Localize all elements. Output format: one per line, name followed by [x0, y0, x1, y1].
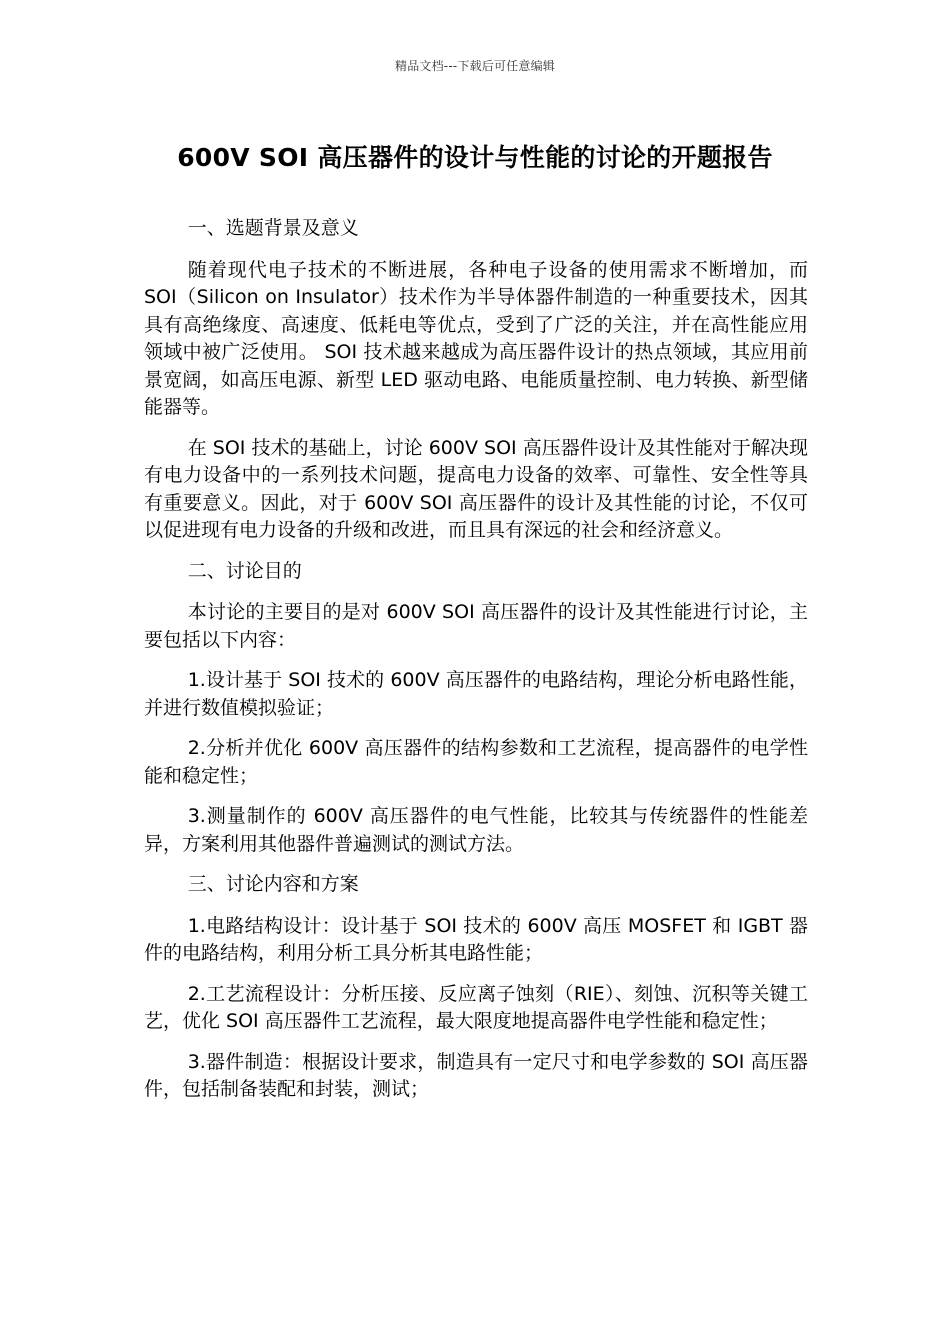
- list-item: 3.测量制作的 600V 高压器件的电气性能，比较其与传统器件的性能差异，方案利用其他器件普遍测试的测试方法。: [144, 805, 808, 855]
- body-paragraph: 本讨论的主要目的是对 600V SOI 高压器件的设计及其性能进行讨论，主要包括以下内容：: [144, 601, 808, 651]
- list-item: 2.分析并优化 600V 高压器件的结构参数和工艺流程，提高器件的电学性能和稳定性；: [144, 737, 808, 787]
- list-item: 1.电路结构设计：设计基于 SOI 技术的 600V 高压 MOSFET 和 IGBT 器件的电路结构，利用分析工具分析其电路性能；: [144, 914, 808, 964]
- section-heading: 一、选题背景及意义: [187, 217, 359, 239]
- list-item: 1.设计基于 SOI 技术的 600V 高压器件的电路结构，理论分析电路性能，并进行数值模拟验证；: [144, 669, 808, 719]
- list-item: 3.器件制造：根据设计要求，制造具有一定尺寸和电学参数的 SOI 高压器件，包括制备装配和封装，测试；: [144, 1050, 808, 1100]
- section-heading: 三、讨论内容和方案: [187, 873, 359, 895]
- list-item: 2.工艺流程设计：分析压接、反应离子蚀刻（RIE）、刻蚀、沉积等关键工艺，优化 SOI 高压器件工艺流程，最大限度地提高器件电学性能和稳定性；: [144, 982, 808, 1032]
- document-title: 600V SOI 高压器件的设计与性能的讨论的开题报告: [177, 143, 773, 172]
- section-heading: 二、讨论目的: [187, 559, 302, 582]
- body-paragraph: 随着现代电子技术的不断进展，各种电子设备的使用需求不断增加，而 SOI（Silicon on Insulator）技术作为半导体器件制造的一种重要技术，因其具有高绝缘度、高速度、低耗电等优点，受到了广泛的关注，并在高性能应用领域中被广泛使用。 SOI 技术越来越成为高压器件设计的热点领域，其应用前景宽阔，如高压电源、新型 LED 驱动电路、电能质量控制、电力转换、新型储能器等。: [144, 258, 808, 418]
- body-paragraph: 在 SOI 技术的基础上，讨论 600V SOI 高压器件设计及其性能对于解决现有电力设备中的一系列技术问题，提高电力设备的效率、可靠性、安全性等具有重要意义。因此，对于 600V SOI 高压器件的设计及其性能的讨论，不仅可以促进现有电力设备的升级和改进，而且具有深远的社会和经济意义。: [144, 436, 808, 541]
- header-note: 精品文档---下载后可任意编辑: [395, 59, 555, 73]
- document-body: [144, 215, 808, 1117]
